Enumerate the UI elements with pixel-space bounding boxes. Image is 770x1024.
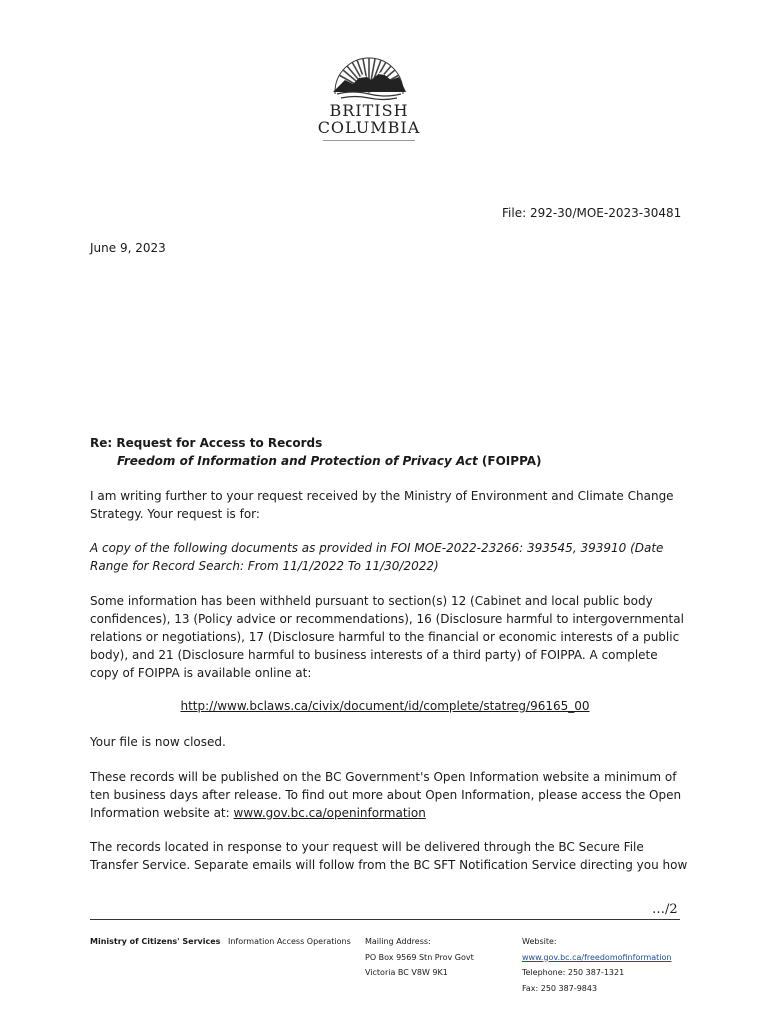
letter-date: June 9, 2023: [90, 241, 166, 255]
act-name: Freedom of Information and Protection of Privacy Act: [117, 454, 478, 468]
footer-contact: [522, 934, 672, 996]
request-description: A copy of the following documents as provided in FOI MOE-2022-23266: 393545, 393910 (Date Range for Record Search: From 11/1/2022 To 11/30/2022): [90, 541, 664, 573]
foippa-link-line: [0, 699, 770, 713]
file-reference: File: 292-30/MOE-2023-30481: [502, 206, 682, 220]
logo-divider: [323, 140, 415, 141]
subject-line: Re: Request for Access to Records: [90, 436, 323, 450]
mailing-label: Mailing Address:: [365, 937, 431, 946]
page-continuation-marker: …/2: [652, 902, 678, 917]
footer-office: Information Access Operations: [228, 937, 351, 946]
closed-paragraph: Your file is now closed.: [90, 735, 226, 749]
telephone: Telephone: 250 387-1321: [522, 968, 625, 977]
open-information-link[interactable]: www.gov.bc.ca/openinformation: [233, 806, 426, 820]
withheld-paragraph: Some information has been withheld pursuant to section(s) 12 (Cabinet and local public body confidences), 13 (Policy advice or recommendations), 16 (Disclosure harmful to intergovernmental relations or negotiations), 17 (Disclosure harmful to the financial or economic interests of a public body), and 21 (Disclosure harmful to business interests of a third party) of FOIPPA. A complete copy of FOIPPA is available online at:: [90, 594, 684, 680]
publish-text: These records will be published on the BC Government's Open Information website a minimum of ten business days after release. To find out more about Open Information, please access the Open Information website at:: [90, 770, 682, 820]
mailing-line-1: PO Box 9569 Stn Prov Govt: [365, 952, 474, 962]
delivery-paragraph: The records located in response to your request will be delivered through the BC Secure File Transfer Service. Separate emails will follow from the BC SFT Notification Service directing you how: [90, 840, 688, 872]
bc-logo: [314, 46, 424, 146]
fax: Fax: 250 387-9843: [522, 983, 598, 993]
act-abbreviation: (FOIPPA): [477, 454, 542, 468]
logo-word-columbia: COLUMBIA: [317, 118, 421, 137]
footer-divider: [90, 919, 680, 920]
mailing-line-2: Victoria BC V8W 9K1: [365, 968, 448, 977]
website-link[interactable]: www.gov.bc.ca/freedomofinformation: [522, 952, 672, 962]
publish-paragraph: [90, 768, 690, 822]
intro-paragraph: I am writing further to your request received by the Ministry of Environment and Climate Change Strategy. Your request is for:: [90, 489, 674, 521]
foippa-link[interactable]: http://www.bclaws.ca/civix/document/id/complete/statreg/96165_00: [180, 699, 590, 713]
footer-ministry: Ministry of Citizens' Services: [90, 937, 221, 946]
subject-block: [90, 434, 542, 470]
act-line: [90, 452, 542, 470]
bc-sun-mountains-icon: [329, 46, 409, 102]
website-label: Website:: [522, 937, 557, 946]
logo-word-british: BRITISH: [329, 101, 409, 120]
footer-mailing-address: [365, 934, 474, 981]
